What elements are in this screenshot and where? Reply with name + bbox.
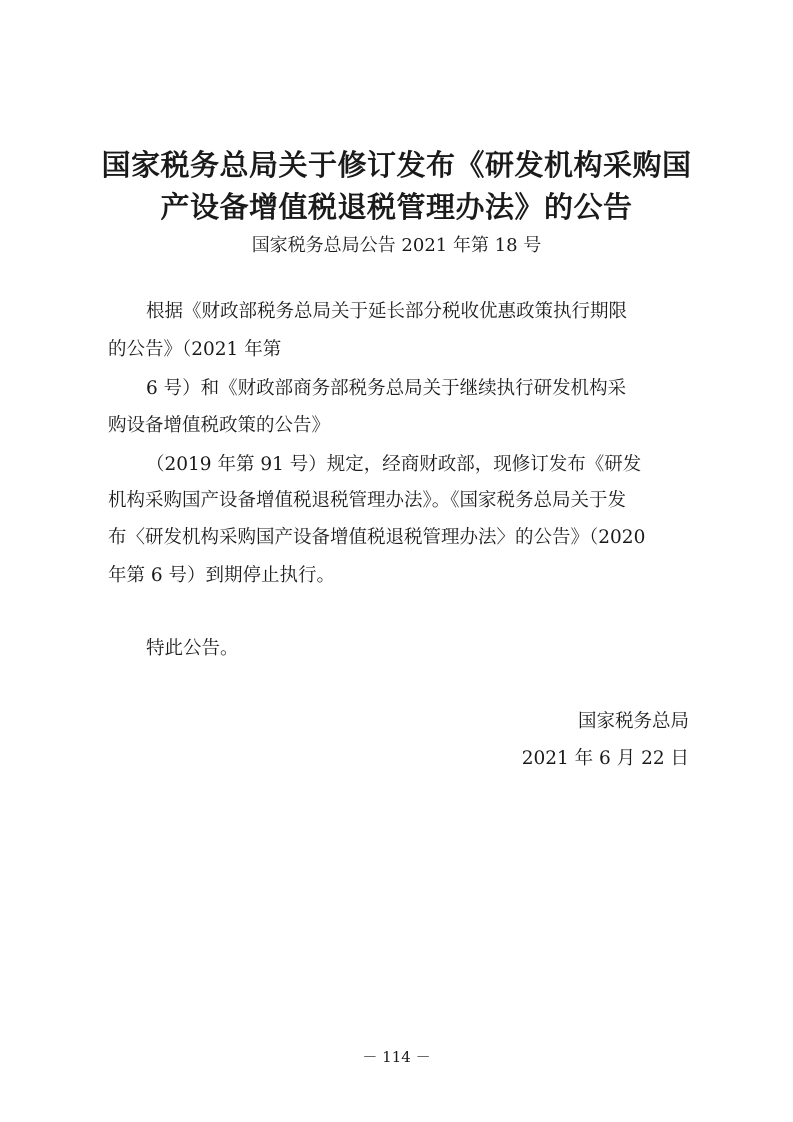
announcement-number: 国家税务总局公告 2021 年第 18 号 xyxy=(251,235,542,256)
body-line-6: 机构采购国产设备增值税退税管理办法》。《国家税务总局关于发 xyxy=(108,490,627,511)
issue-date: 2021 年 6 月 22 日 xyxy=(521,748,689,769)
body-line-3: 6 号）和《财政部商务部税务总局关于继续执行研发机构采 xyxy=(146,378,627,399)
document-title-line-2: 产设备增值税退税管理办法》的公告 xyxy=(160,190,633,224)
closing-text: 特此公告。 xyxy=(146,638,239,659)
issuer-signature: 国家税务总局 xyxy=(577,711,689,732)
body-line-2: 的公告》（2021 年第 xyxy=(108,339,282,360)
document-title-line-1: 国家税务总局关于修订发布《研发机构采购国 xyxy=(101,148,692,182)
body-line-8: 年第 6 号）到期停止执行。 xyxy=(108,565,336,586)
body-line-4: 购设备增值税政策的公告》 xyxy=(108,415,331,436)
page-number: － 114 － xyxy=(362,1048,431,1066)
body-line-1: 根据《财政部税务总局关于延长部分税收优惠政策执行期限 xyxy=(146,301,628,322)
body-line-7: 布〈研发机构采购国产设备增值税退税管理办法〉的公告》（2020 xyxy=(108,527,646,548)
body-line-5: （2019 年第 91 号）规定，经商财政部，现修订发布《研发 xyxy=(146,454,642,475)
